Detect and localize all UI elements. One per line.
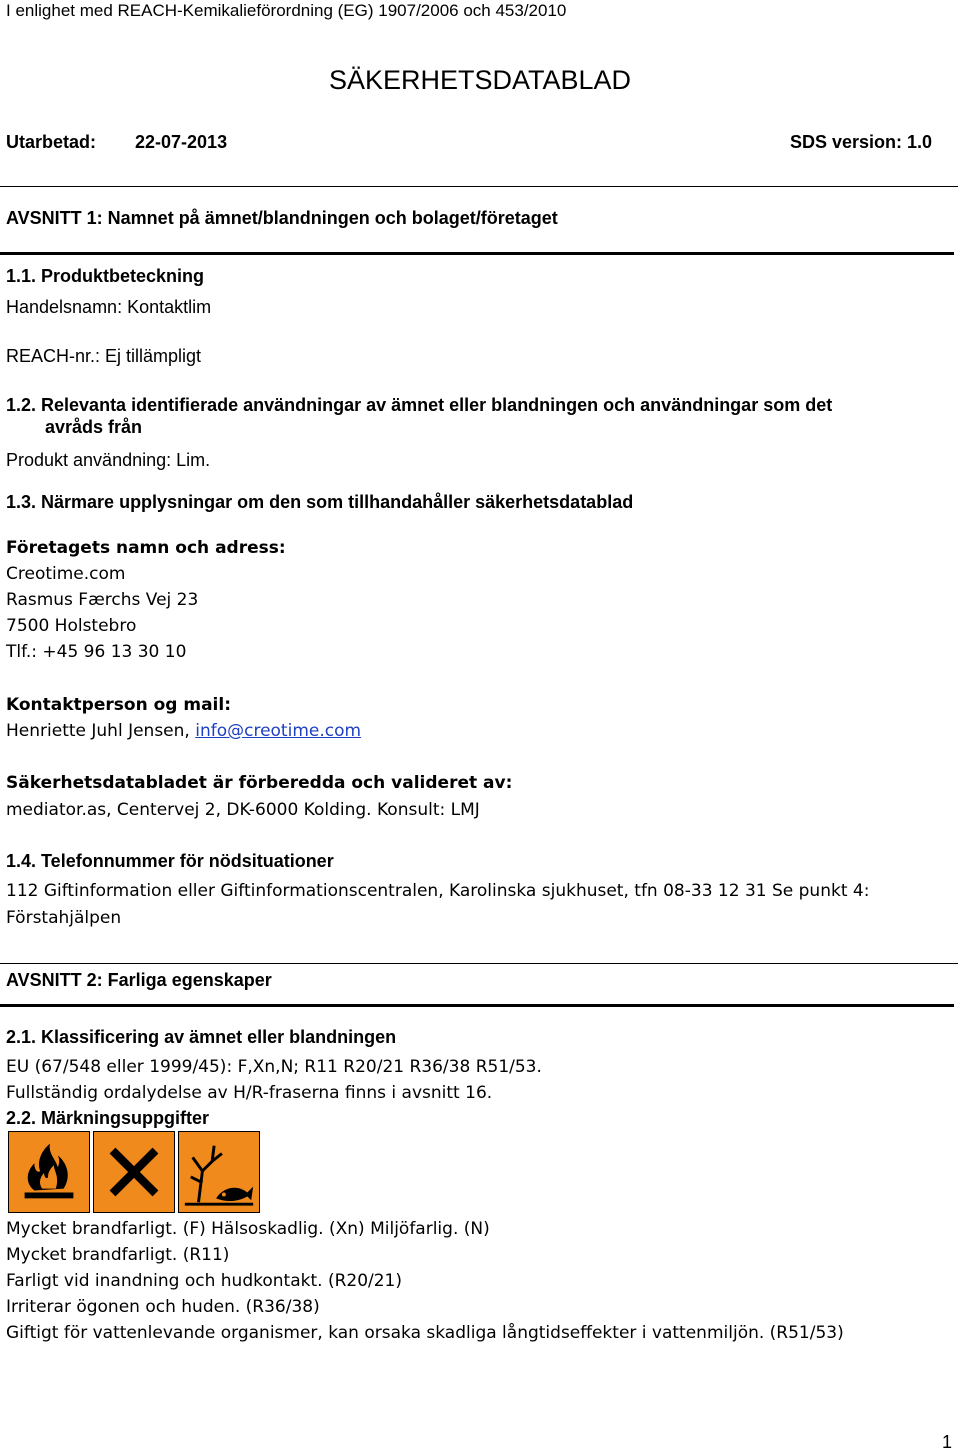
- company-city: 7500 Holstebro: [6, 616, 137, 636]
- company-name: Creotime.com: [6, 564, 126, 584]
- section2-heading: AVSNITT 2: Farliga egenskaper: [6, 970, 272, 990]
- validated-by: mediator.as, Centervej 2, DK-6000 Kolding. Konsult: LMJ: [6, 800, 480, 820]
- divider: [0, 963, 958, 964]
- document-title-text: SÄKERHETSDATABLAD: [328, 65, 632, 95]
- page-number: 1: [941, 1432, 952, 1452]
- contact-line: [6, 721, 361, 741]
- s14-heading: 1.4. Telefonnummer för nödsituationer: [6, 851, 334, 871]
- hazard-line: Mycket brandfarligt. (R11): [6, 1245, 230, 1265]
- contact-label: Kontaktperson og mail:: [6, 695, 231, 715]
- hazard-line: Farligt vid inandning och hudkontakt. (R20/21): [6, 1271, 403, 1291]
- s12-heading: 1.2. Relevanta identifierade användningar av ämnet eller blandningen och användningar som det: [6, 395, 833, 415]
- divider: [0, 186, 958, 187]
- company-phone: Tlf.: +45 96 13 30 10: [6, 642, 187, 662]
- contact-name: Henriette Juhl Jensen,: [6, 721, 196, 741]
- sds-version: SDS version: 1.0: [789, 132, 932, 152]
- s21-heading: 2.1. Klassificering av ämnet eller blandningen: [6, 1027, 397, 1047]
- cross-icon: [93, 1131, 175, 1213]
- hazard-line: Irriterar ögonen och huden. (R36/38): [6, 1297, 320, 1317]
- reach-number: REACH-nr.: Ej tillämpligt: [6, 346, 202, 366]
- s22-heading: 2.2. Märkningsuppgifter: [6, 1108, 210, 1128]
- s13-heading: 1.3. Närmare upplysningar om den som tillhandahåller säkerhetsdatablad: [6, 492, 634, 512]
- flame-icon: [8, 1131, 90, 1213]
- emergency-line-2: Förstahjälpen: [6, 908, 122, 928]
- prepared-date: 22-07-2013: [135, 132, 228, 152]
- dead-tree-fish-icon: [178, 1131, 260, 1213]
- hazard-line: Mycket brandfarligt. (F) Hälsoskadlig. (Xn) Miljöfarlig. (N): [6, 1219, 490, 1239]
- classification: EU (67/548 eller 1999/45): F,Xn,N; R11 R20/21 R36/38 R51/53.: [6, 1057, 542, 1077]
- emergency-line-1: 112 Giftinformation eller Giftinformationscentralen, Karolinska sjukhuset, tfn 08-33 12 31 Se punkt 4:: [6, 881, 870, 901]
- document-title: [0, 65, 960, 96]
- regulation-line: I enlighet med REACH-Kemikalieförordning (EG) 1907/2006 och 453/2010: [6, 1, 567, 20]
- validated-label: Säkerhetsdatabladet är förberedda och valideret av:: [6, 773, 513, 793]
- s11-heading: 1.1. Produktbeteckning: [6, 266, 205, 286]
- hazard-line: Giftigt för vattenlevande organismer, kan orsaka skadliga långtidseffekter i vattenmiljön. (R51/53): [6, 1323, 844, 1343]
- contact-email-link[interactable]: info@creotime.com: [195, 721, 362, 741]
- company-street: Rasmus Færchs Vej 23: [6, 590, 199, 610]
- s12-heading-cont: avråds från: [45, 417, 143, 437]
- product-use: Produkt användning: Lim.: [6, 450, 211, 470]
- section2-rule: [0, 1004, 954, 1007]
- section1-rule: [0, 252, 954, 255]
- full-text-note: Fullständig ordalydelse av H/R-fraserna finns i avsnitt 16.: [6, 1083, 493, 1103]
- company-label: Företagets namn och adress:: [6, 538, 286, 558]
- section1-heading: AVSNITT 1: Namnet på ämnet/blandningen och bolaget/företaget: [6, 208, 558, 228]
- prepared-label: Utarbetad:: [6, 132, 97, 152]
- trade-name: Handelsnamn: Kontaktlim: [6, 297, 212, 317]
